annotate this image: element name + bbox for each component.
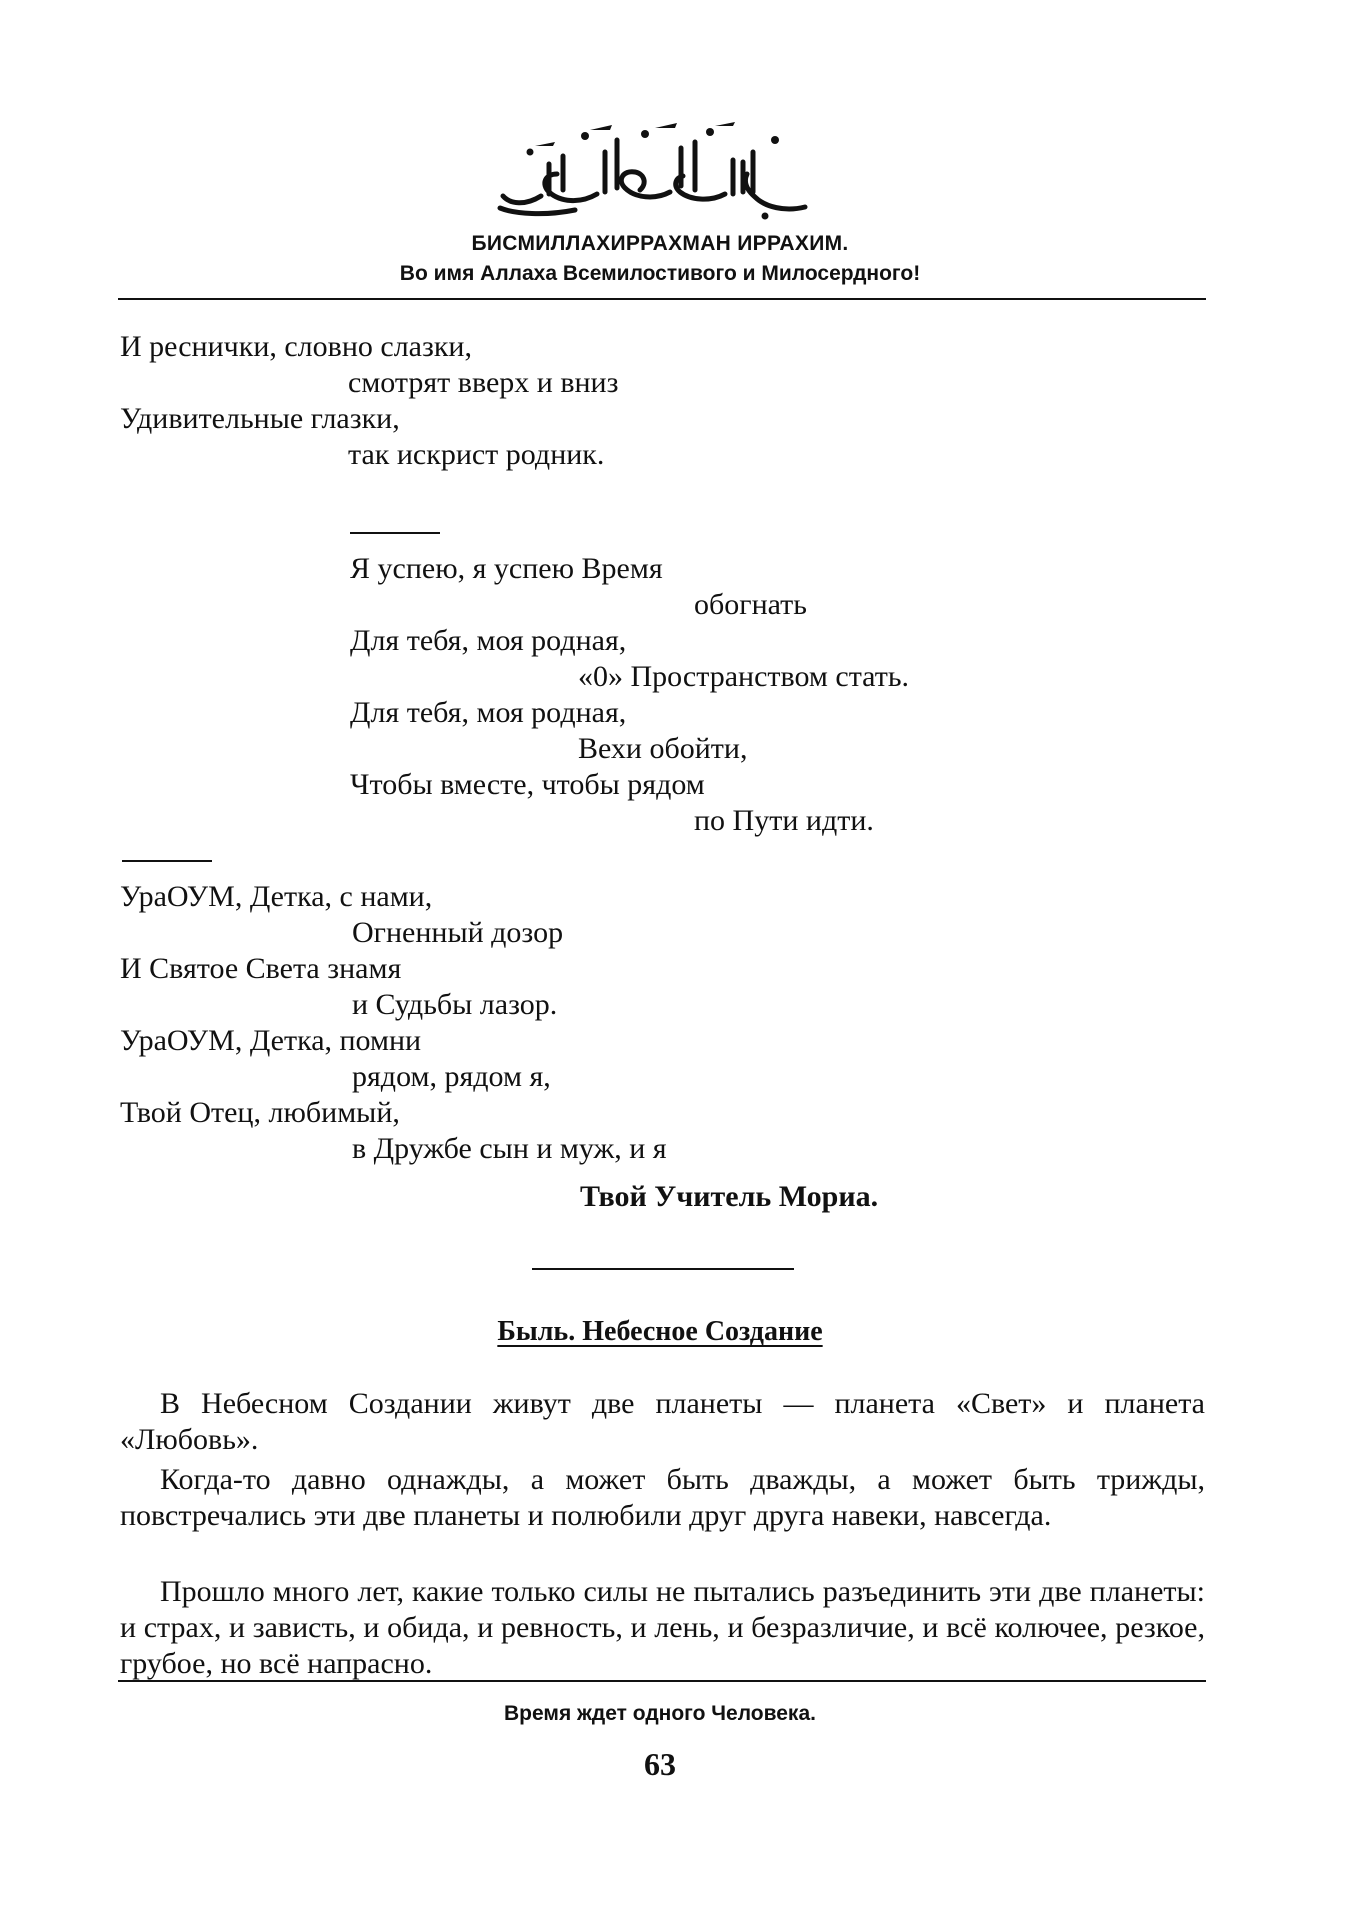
poem-line: УраОУМ, Детка, помни xyxy=(120,1024,422,1057)
header-subtitle: Во имя Аллаха Всемилостивого и Милосердного! xyxy=(399,262,921,285)
poem-line: «0» Пространством стать. xyxy=(578,660,909,693)
poem-line: обогнать xyxy=(694,588,807,621)
poem-line: рядом, рядом я, xyxy=(352,1060,551,1093)
poem-line: по Пути идти. xyxy=(694,804,874,837)
story-paragraph: Прошло много лет, какие только силы не пытались разъединить эти две планеты: и страх, и зависть, и обида, и ревность, и лень, и безразличие, и всё колючее, резкое, грубое, но всё напрасно. xyxy=(120,1575,1205,1680)
poem-line: Огненный дозор xyxy=(352,916,564,949)
poem-line: Для тебя, моя родная, xyxy=(350,624,627,657)
poem-line: и Судьбы лазор. xyxy=(352,988,558,1021)
bismillah-calligraphy-icon xyxy=(485,112,825,222)
poem-line: Удивительные глазки, xyxy=(120,402,400,435)
poem-line: И Святое Света знамя xyxy=(120,952,402,985)
poem-line: в Дружбе сын и муж, и я xyxy=(352,1132,667,1165)
footer-divider xyxy=(118,1680,1206,1682)
header-title: БИСМИЛЛАХИРРАХМАН ИРРАХИМ. xyxy=(471,232,849,255)
poem-line: Чтобы вместе, чтобы рядом xyxy=(350,768,705,801)
poem-line: Твой Отец, любимый, xyxy=(120,1096,400,1129)
signature: Твой Учитель Мориа. xyxy=(580,1180,879,1213)
poem-line: Я успею, я успею Время xyxy=(350,552,663,585)
story-paragraph: В Небесном Создании живут две планеты — планета «Свет» и планета «Любовь». xyxy=(120,1387,1205,1456)
poem-line: И реснички, словно слазки, xyxy=(120,330,472,363)
section-divider xyxy=(532,1268,794,1270)
header-divider xyxy=(118,298,1206,300)
story-title-text: Быль. Небесное Создание xyxy=(497,1316,823,1347)
section-dash xyxy=(350,532,440,534)
poem-line: смотрят вверх и вниз xyxy=(348,366,619,399)
story-paragraph: Когда-то давно однажды, а может быть дважды, а может быть трижды, повстречались эти две планеты и полюбили друг друга навеки, навсегда. xyxy=(120,1463,1205,1532)
section-dash xyxy=(122,860,212,862)
story-title xyxy=(120,1316,1200,1348)
footer-motto: Время ждет одного Человека. xyxy=(504,1702,816,1725)
poem-line: Для тебя, моя родная, xyxy=(350,696,627,729)
poem-line: так искрист родник. xyxy=(348,438,605,471)
poem-line: УраОУМ, Детка, с нами, xyxy=(120,880,433,913)
poem-line: Вехи обойти, xyxy=(578,732,748,765)
page-number: 63 xyxy=(644,1746,676,1782)
